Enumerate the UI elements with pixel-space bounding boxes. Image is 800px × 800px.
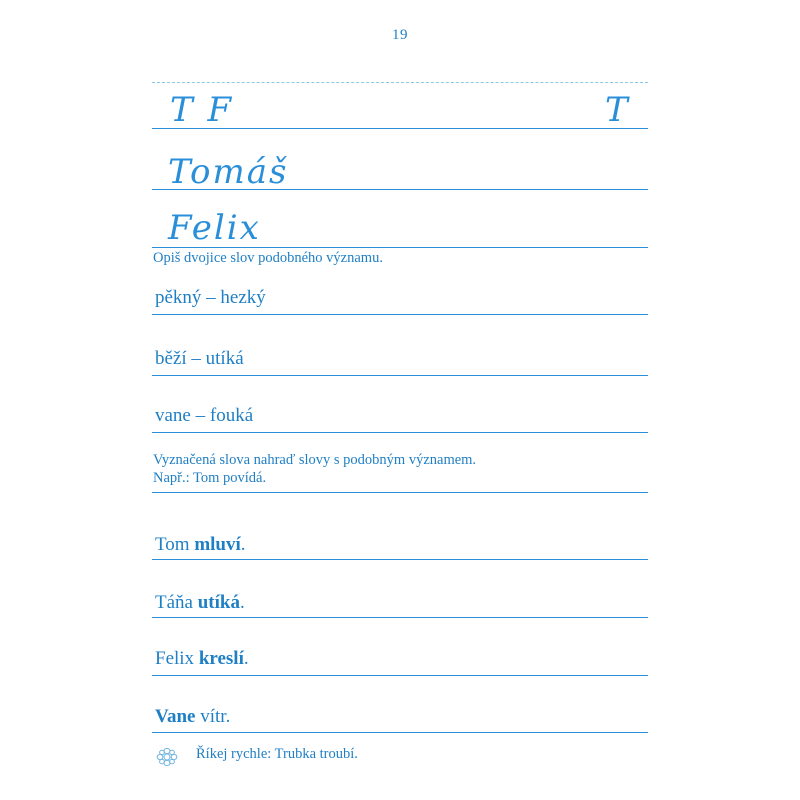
- sentence-highlight: utíká: [197, 592, 240, 613]
- sentence-prefix: Felix: [155, 648, 199, 669]
- exercise-2-item-2: [155, 592, 245, 614]
- writing-line: [152, 617, 648, 618]
- writing-line: [152, 189, 648, 190]
- writing-line: [152, 247, 648, 248]
- exercise-1-item-2: běží – utíká: [155, 348, 244, 369]
- exercise-1-item-1: pěkný – hezký: [155, 287, 266, 308]
- sentence-suffix: .: [243, 648, 249, 669]
- writing-line: [152, 375, 648, 376]
- sentence-prefix: Tom: [155, 534, 195, 555]
- sentence-prefix: Táňa: [155, 592, 198, 613]
- sentence-highlight: Vane: [155, 706, 196, 727]
- writing-line: [152, 492, 648, 493]
- handwriting-letters-left: T F: [170, 90, 234, 130]
- writing-line: [152, 559, 648, 560]
- exercise-1-item-3: vane – fouká: [155, 405, 254, 426]
- footer-text: Říkej rychle: Trubka troubí.: [196, 746, 358, 762]
- writing-line: [152, 128, 648, 129]
- handwriting-letters-right: T: [605, 90, 630, 130]
- exercise-2-item-3: [155, 648, 249, 670]
- exercise-1-instruction: Opiš dvojice slov podobného významu.: [153, 250, 383, 266]
- handwriting-name-1: Tomáš: [168, 152, 289, 192]
- handwriting-name-2: Felix: [168, 208, 261, 248]
- writing-line: [152, 732, 648, 733]
- sentence-highlight: mluví: [194, 534, 241, 555]
- flower-icon: [156, 747, 178, 767]
- sentence-suffix: vítr.: [195, 706, 231, 727]
- exercise-2-item-4: [155, 706, 230, 728]
- sentence-suffix: .: [240, 534, 246, 555]
- guide-line-dashed: [152, 82, 648, 83]
- writing-line: [152, 675, 648, 676]
- sentence-suffix: .: [239, 592, 245, 613]
- exercise-2-instruction-line-2: Např.: Tom povídá.: [153, 470, 267, 486]
- writing-line: [152, 432, 648, 433]
- writing-line: [152, 314, 648, 315]
- exercise-2-item-1: [155, 534, 246, 556]
- exercise-2-instruction-line-1: Vyznačená slova nahraď slovy s podobným významem.: [153, 452, 477, 468]
- page-number: 19: [392, 27, 408, 43]
- sentence-highlight: kreslí: [198, 648, 244, 669]
